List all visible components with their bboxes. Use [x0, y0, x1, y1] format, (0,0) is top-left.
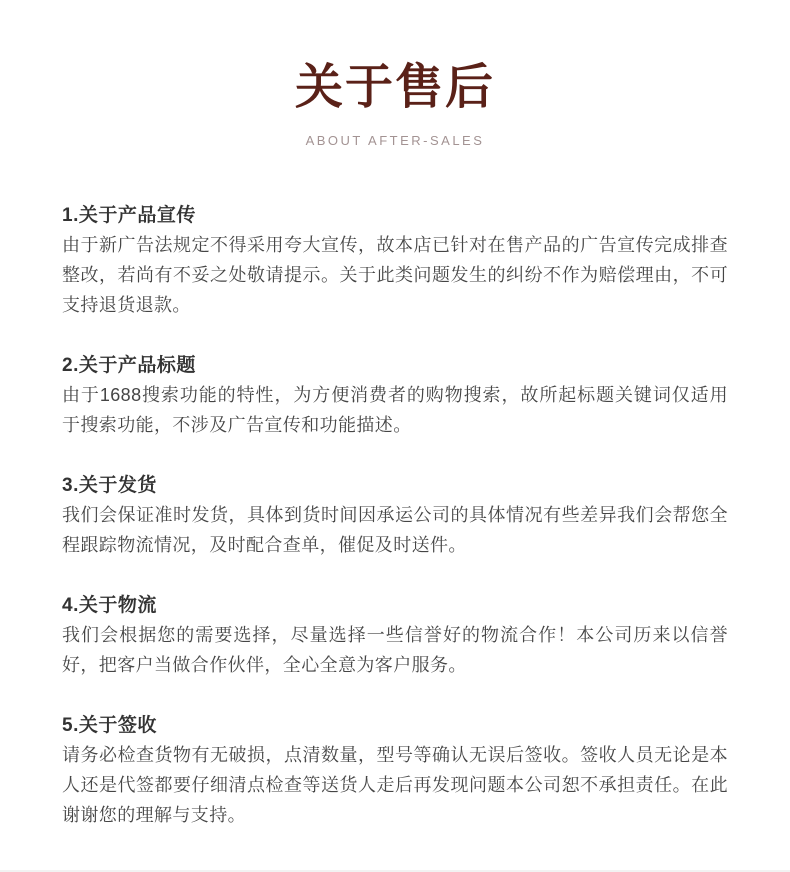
page-title: 关于售后 [294, 61, 495, 114]
section-body: 我们会根据您的需要选择，尽量选择一些信誉好的物流合作！本公司历来以信誉好，把客户当做合作伙伴，全心全意为客户服务。 [62, 624, 728, 675]
section-body: 我们会保证准时发货，具体到货时间因承运公司的具体情况有些差异我们会帮您全程跟踪物流情况，及时配合查单，催促及时送件。 [62, 504, 728, 555]
section-body: 请务必检查货物有无破损，点清数量，型号等确认无误后签收。签收人员无论是本人还是代签都要仔细清点检查等送货人走后再发现问题本公司恕不承担责任。在此谢谢您的理解与支持。 [62, 744, 728, 825]
section-heading: 3.关于发货 [62, 474, 157, 496]
section-heading: 4.关于物流 [62, 594, 157, 616]
section-shipping [62, 472, 728, 560]
sections-container [62, 202, 728, 830]
section-heading: 2.关于产品标题 [62, 354, 196, 376]
section-product-title [62, 352, 728, 440]
page-header [62, 62, 728, 150]
section-logistics [62, 592, 728, 680]
section-heading: 5.关于签收 [62, 714, 157, 736]
page-subtitle: ABOUT AFTER-SALES [305, 132, 485, 148]
section-body: 由于新广告法规定不得采用夸大宣传，故本店已针对在售产品的广告宣传完成排查整改，若尚有不妥之处敬请提示。关于此类问题发生的纠纷不作为赔偿理由，不可支持退货退款。 [62, 234, 728, 315]
section-heading: 1.关于产品宣传 [62, 204, 196, 226]
section-body: 由于1688搜索功能的特性，为方便消费者的购物搜索，故所起标题关键词仅适用于搜索功能，不涉及广告宣传和功能描述。 [62, 384, 728, 435]
section-sign-off [62, 712, 728, 830]
section-product-promotion [62, 202, 728, 320]
